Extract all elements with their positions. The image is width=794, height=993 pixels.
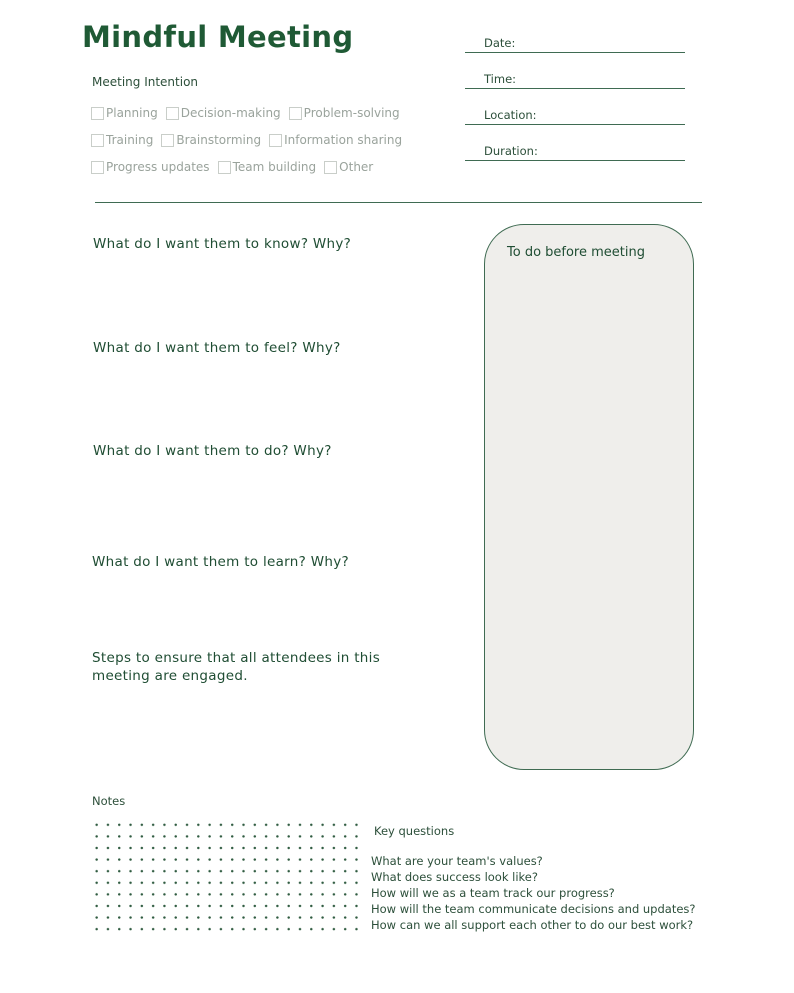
date-field[interactable]: [465, 18, 685, 53]
checkbox-label: Training: [106, 133, 154, 147]
checkbox-box[interactable]: [289, 107, 302, 120]
duration-field[interactable]: [465, 126, 685, 161]
checkbox-box[interactable]: [218, 161, 231, 174]
key-question-item: What are your team's values?: [371, 854, 543, 868]
checkbox-problem-solving[interactable]: [289, 106, 400, 120]
question-do: What do I want them to do? Why?: [93, 443, 332, 459]
question-steps-line-1: Steps to ensure that all attendees in this: [92, 650, 381, 666]
checkbox-progress-updates[interactable]: [91, 160, 210, 174]
meeting-intention-label: Meeting Intention: [92, 75, 199, 89]
intention-row-3: [91, 158, 381, 176]
intention-row-2: [91, 131, 410, 149]
checkbox-box[interactable]: [91, 134, 104, 147]
duration-label: Duration:: [484, 144, 538, 158]
checkbox-box[interactable]: [166, 107, 179, 120]
key-question-item: How will the team communicate decisions and updates?: [371, 902, 696, 916]
notes-label: Notes: [92, 794, 126, 808]
time-field[interactable]: [465, 54, 685, 89]
checkbox-team-building[interactable]: [218, 160, 317, 174]
question-know: What do I want them to know? Why?: [93, 236, 352, 252]
checkbox-label: Planning: [106, 106, 158, 120]
checkbox-label: Brainstorming: [176, 133, 262, 147]
checkbox-brainstorming[interactable]: [161, 133, 261, 147]
checkbox-planning[interactable]: [91, 106, 158, 120]
time-label: Time:: [484, 72, 517, 86]
checkbox-label: Problem-solving: [303, 106, 400, 120]
todo-label: To do before meeting: [507, 245, 645, 260]
question-feel: What do I want them to feel? Why?: [93, 340, 341, 356]
checkbox-training[interactable]: [91, 133, 153, 147]
key-questions-title: Key questions: [374, 824, 455, 838]
checkbox-box[interactable]: [91, 161, 104, 174]
location-label: Location:: [484, 108, 537, 122]
checkbox-label: Other: [339, 160, 374, 174]
section-divider: [95, 202, 702, 203]
question-steps: [92, 649, 380, 685]
checkbox-label: Decision-making: [180, 106, 281, 120]
notes-dot-grid[interactable]: [91, 819, 363, 935]
checkbox-box[interactable]: [324, 161, 337, 174]
checkbox-label: Progress updates: [106, 160, 210, 174]
todo-panel[interactable]: [484, 224, 694, 770]
key-questions-list: [371, 853, 696, 933]
checkbox-decision-making[interactable]: [166, 106, 281, 120]
checkbox-other[interactable]: [324, 160, 373, 174]
page-title: Mindful Meeting: [82, 20, 354, 54]
checkbox-box[interactable]: [161, 134, 174, 147]
checkbox-label: Team building: [232, 160, 317, 174]
key-question-item: What does success look like?: [371, 870, 538, 884]
question-steps-line-2: meeting are engaged.: [92, 668, 248, 684]
checkbox-information-sharing[interactable]: [269, 133, 402, 147]
checkbox-box[interactable]: [91, 107, 104, 120]
checkbox-label: Information sharing: [284, 133, 403, 147]
location-field[interactable]: [465, 90, 685, 125]
question-learn: What do I want them to learn? Why?: [92, 554, 349, 570]
date-label: Date:: [484, 36, 516, 50]
key-question-item: How can we all support each other to do our best work?: [371, 918, 694, 932]
checkbox-box[interactable]: [269, 134, 282, 147]
intention-row-1: [91, 104, 408, 122]
key-question-item: How will we as a team track our progress?: [371, 886, 615, 900]
